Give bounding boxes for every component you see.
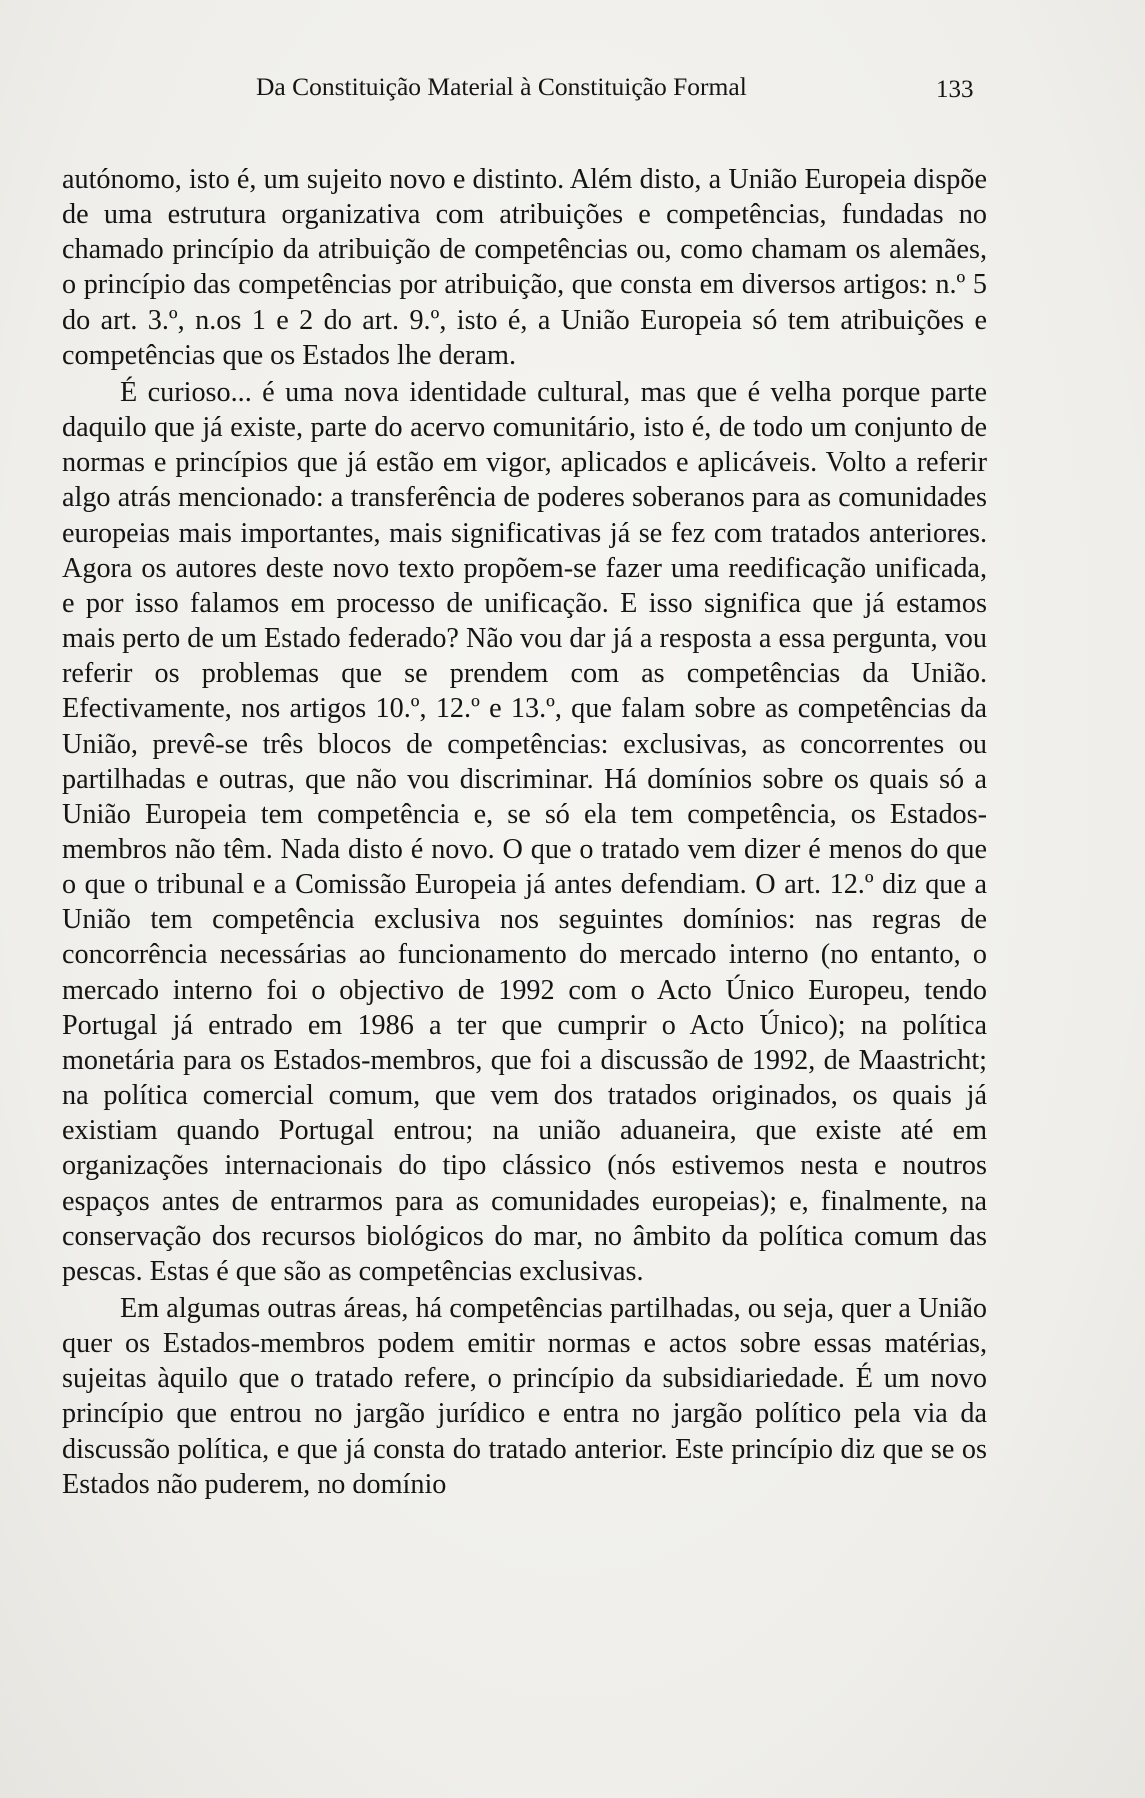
running-title: Da Constituição Material à Constituição Formal bbox=[256, 72, 747, 101]
page-number: 133 bbox=[936, 76, 974, 103]
body-text bbox=[62, 162, 987, 1502]
paragraph-1: autónomo, isto é, um sujeito novo e distinto. Além disto, a União Europeia dispõe de uma estrutura organizativa com atribuições e competências, fundadas no chamado princípio da atribuição de competências ou, como chamam os alemães, o princípio das competências por atribuição, que consta em diversos artigos: n.º 5 do art. 3.º, n.os 1 e 2 do art. 9.º, isto é, a União Europeia só tem atribuições e competências que os Estados lhe deram. bbox=[62, 164, 987, 371]
paragraph-2: É curioso... é uma nova identidade cultural, mas que é velha porque parte daquilo que já existe, parte do acervo comunitário, isto é, de todo um conjunto de normas e princípios que já estão em vigor, aplicados e aplicáveis. Volto a referir algo atrás mencionado: a transferência de poderes soberanos para as comunidades europeias mais importantes, mais significativas já se fez com tratados anteriores. Agora os autores deste novo texto propõem-se fazer uma reedificação unificada, e por isso falamos em processo de unificação. E isso significa que já estamos mais perto de um Estado federado? Não vou dar já a resposta a essa pergunta, vou referir os problemas que se prendem com as competências da União. Efectivamente, nos artigos 10.º, 12.º e 13.º, que falam sobre as competências da União, prevê-se três blocos de competências: exclusivas, as concorrentes ou partilhadas e outras, que não vou discriminar. Há domínios sobre os quais só a União Europeia tem competência e, se só ela tem competência, os Estados-membros não têm. Nada disto é novo. O que o tratado vem dizer é menos do que o que o tribunal e a Comissão Europeia já antes defendiam. O art. 12.º diz que a União tem competência exclusiva nos seguintes domínios: nas regras de concorrência necessárias ao funcionamento do mercado interno (no entanto, o mercado interno foi o objectivo de 1992 com o Acto Único Europeu, tendo Portugal já entrado em 1986 a ter que cumprir o Acto Único); na política monetária para os Estados-membros, que foi a discussão de 1992, de Maastricht; na política comercial comum, que vem dos tratados originados, os quais já existiam quando Portugal entrou; na união aduaneira, que existe até em organizações internacionais do tipo clássico (nós estivemos nesta e noutros espaços antes de entrarmos para as comunidades europeias); e, finalmente, na conservação dos recursos biológicos do mar, no âmbito da política comum das pescas. Estas é que são as competências exclusivas. bbox=[62, 376, 987, 1287]
paragraph-3: Em algumas outras áreas, há competências partilhadas, ou seja, quer a União quer os Estados-membros podem emitir normas e actos sobre essas matérias, sujeitas àquilo que o tratado refere, o princípio da subsidiariedade. É um novo princípio que entrou no jargão jurídico e entra no jargão político pela via da discussão política, e que já consta do tratado anterior. Este princípio diz que se os Estados não puderem, no domínio bbox=[62, 1293, 987, 1500]
